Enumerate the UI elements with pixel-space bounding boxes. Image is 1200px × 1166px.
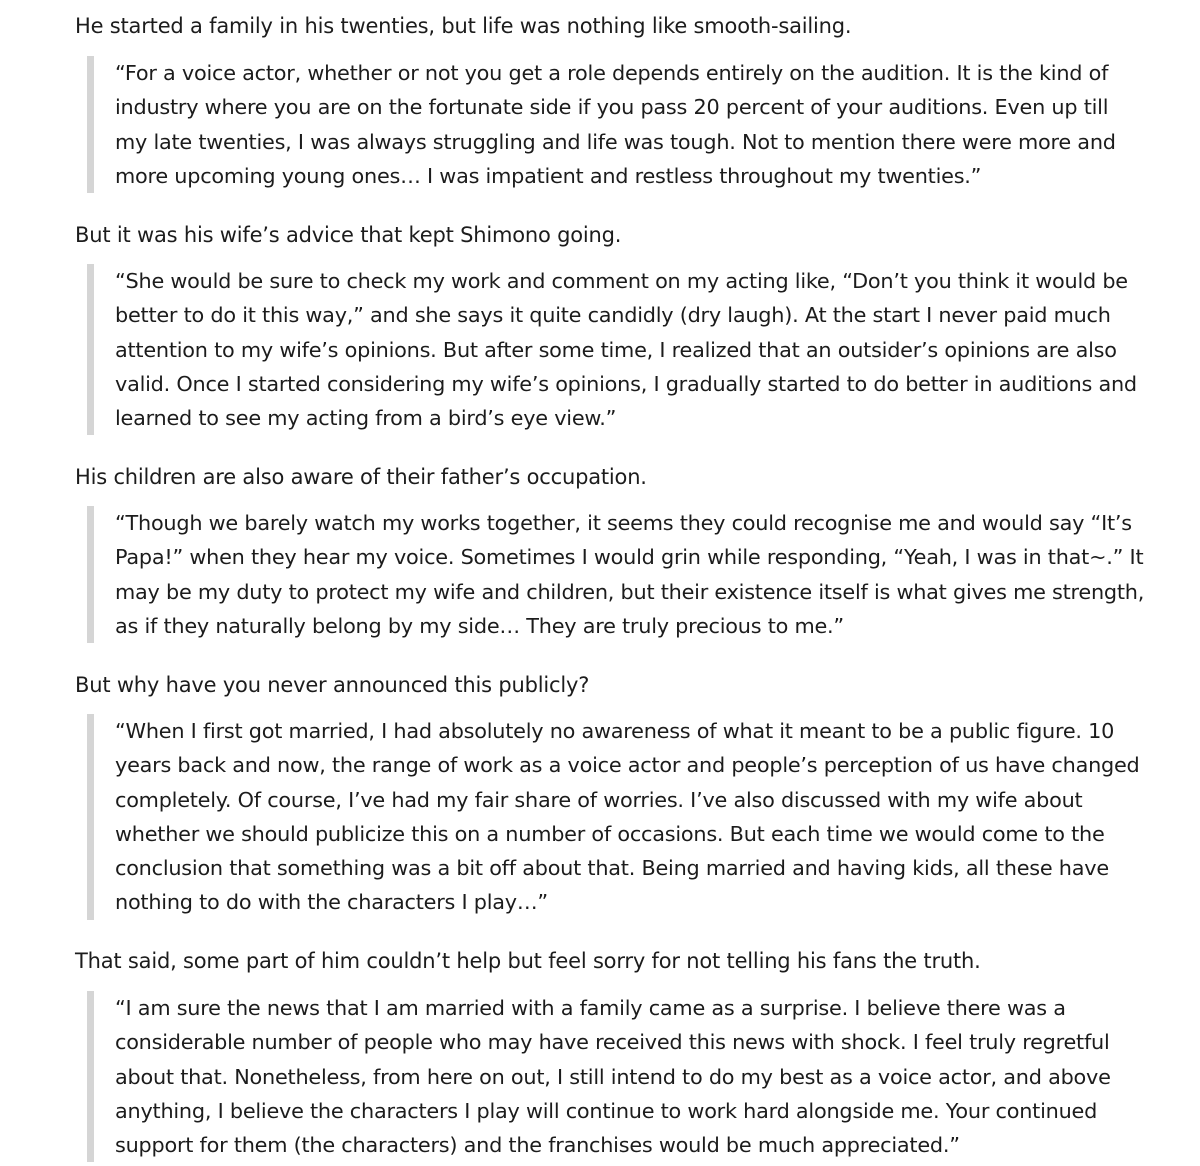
blockquote-4: [87, 714, 1200, 920]
quote-3-line-4: as if they naturally belong by my side… They are truly precious to me.”: [115, 613, 844, 638]
quote-3-line-3: may be my duty to protect my wife and children, but their existence itself is what gives me strength,: [115, 579, 1145, 604]
quote-5-line-1: “I am sure the news that I am married with a family came as a surprise. I believe there was a: [115, 996, 1066, 1020]
quote-1-line-1: “For a voice actor, whether or not you get a role depends entirely on the audition. It is the kind of: [115, 61, 1109, 85]
quote-2-line-5: learned to see my acting from a bird’s eye view.”: [115, 406, 617, 431]
paragraph-1: He started a family in his twenties, but life was nothing like smooth-sailing.: [75, 14, 852, 38]
quote-1-line-4: more upcoming young ones… I was impatient and restless throughout my twenties.”: [115, 163, 982, 188]
quote-4-line-6: nothing to do with the characters I play…”: [115, 890, 548, 915]
quote-4-line-3: completely. Of course, I’ve had my fair share of worries. I’ve also discussed with my wife about: [115, 787, 1083, 812]
quote-4-line-2: years back and now, the range of work as a voice actor and people’s perception of us have changed: [115, 753, 1140, 778]
blockquote-1: [87, 56, 1200, 193]
quote-5-line-4: anything, I believe the characters I play will continue to work hard alongside me. Your continued: [115, 1098, 1098, 1123]
blockquote-2: [87, 264, 1200, 435]
paragraph-3: His children are also aware of their father’s occupation.: [75, 465, 647, 489]
blockquote-5: [87, 991, 1200, 1162]
quote-2-line-1: “She would be sure to check my work and comment on my acting like, “Don’t you think it would be: [115, 269, 1128, 293]
quote-1-line-3: my late twenties, I was always struggling and life was tough. Not to mention there were more and: [115, 129, 1116, 154]
blockquote-3: [87, 506, 1200, 643]
quote-1-line-2: industry where you are on the fortunate side if you pass 20 percent of your auditions. Even up till: [115, 95, 1109, 120]
paragraph-2: But it was his wife’s advice that kept Shimono going.: [75, 223, 622, 247]
quote-2-line-3: attention to my wife’s opinions. But after some time, I realized that an outsider’s opinions are also: [115, 337, 1117, 362]
quote-4-line-1: “When I first got married, I had absolutely no awareness of what it meant to be a public figure. 10: [115, 719, 1115, 743]
quote-5-line-2: considerable number of people who may have received this news with shock. I feel truly regretful: [115, 1030, 1110, 1055]
quote-3-line-2: Papa!” when they hear my voice. Sometimes I would grin while responding, “Yeah, I was in that~.” It: [115, 545, 1144, 570]
paragraph-5: That said, some part of him couldn’t help but feel sorry for not telling his fans the truth.: [75, 949, 981, 973]
quote-4-line-5: conclusion that something was a bit off about that. Being married and having kids, all these have: [115, 856, 1109, 881]
quote-2-line-2: better to do it this way,” and she says it quite candidly (dry laugh). At the start I never paid much: [115, 303, 1111, 328]
paragraph-4: But why have you never announced this publicly?: [75, 673, 590, 697]
quote-5-line-5: support for them (the characters) and the franchises would be much appreciated.”: [115, 1133, 960, 1158]
quote-4-line-4: whether we should publicize this on a number of occasions. But each time we would come to the: [115, 821, 1105, 846]
quote-3-line-1: “Though we barely watch my works together, it seems they could recognise me and would say “It’s: [115, 511, 1132, 535]
quote-5-line-3: about that. Nonetheless, from here on out, I still intend to do my best as a voice actor, and above: [115, 1064, 1111, 1089]
quote-2-line-4: valid. Once I started considering my wife’s opinions, I gradually started to do better in auditions and: [115, 371, 1137, 396]
